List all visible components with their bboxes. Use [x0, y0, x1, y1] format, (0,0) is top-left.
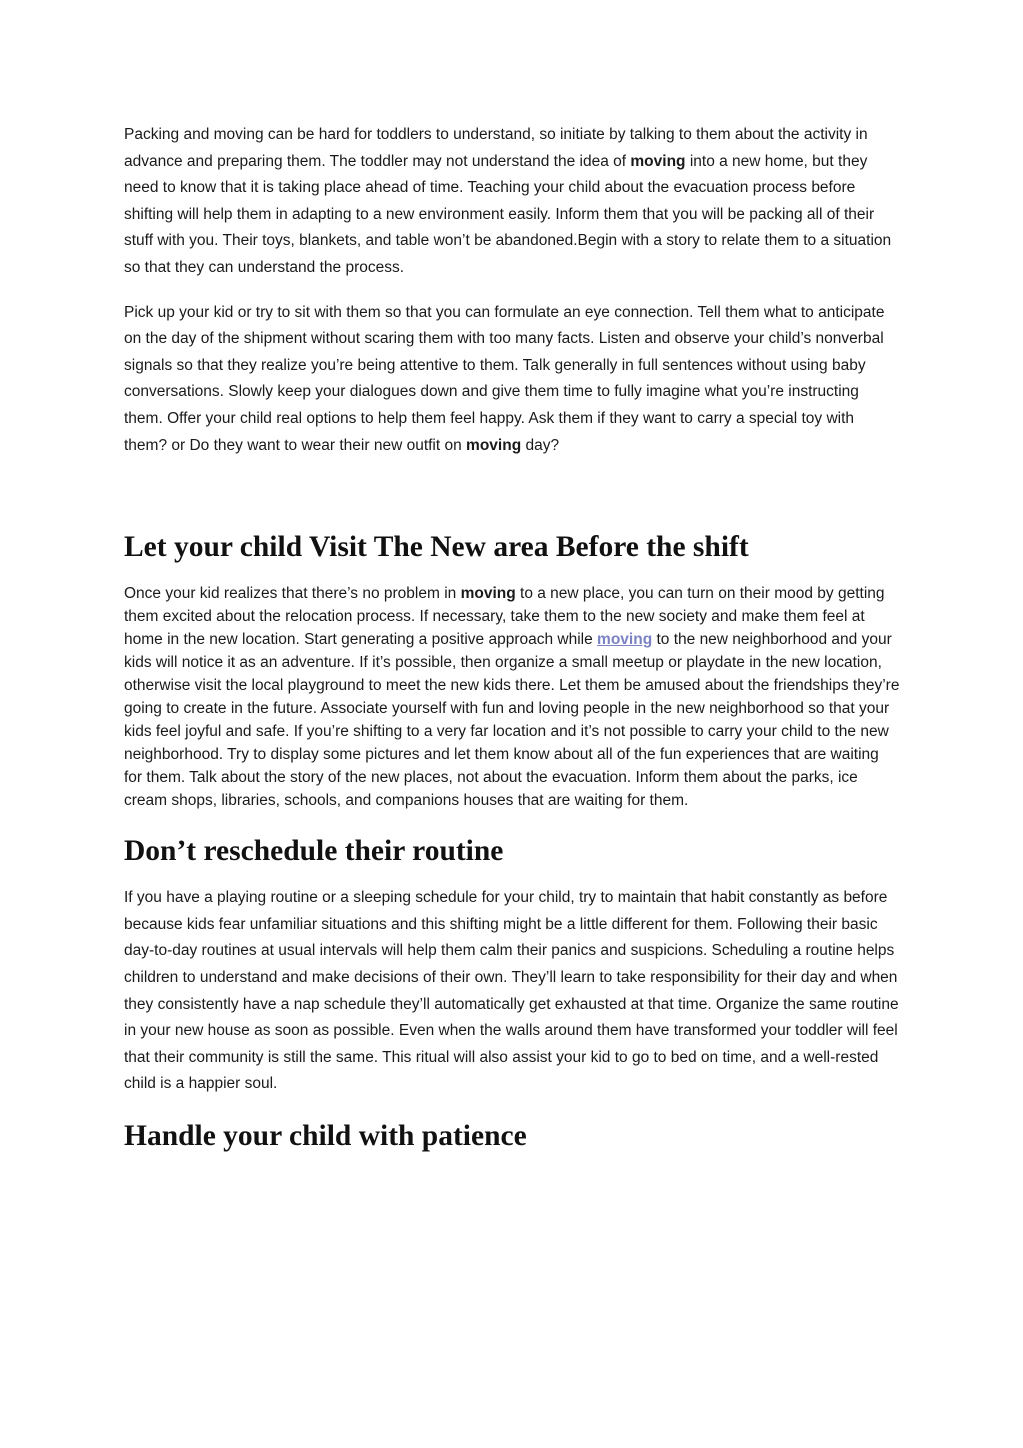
section-heading-visit-new-area: Let your child Visit The New area Before the shift: [124, 531, 749, 564]
section-heading-routine: Don’t reschedule their routine: [124, 835, 504, 868]
paragraph-routine: If you have a playing routine or a sleeping schedule for your child, try to maintain that habit constantly as before because kids fear unfamiliar situations and this shifting might be a little different for them. Following their basic day-to-day routines at usual intervals will help them calm their panics and suspicions. Scheduling a routine helps children to understand and make decisions of their own. They’ll learn to take responsibility for their day and when they consistently have a nap schedule they’ll automatically get exhausted at that time. Organize the same routine in your new house as soon as possible. Even when the walls around them have transformed your toddler will feel that their community is still the same. This ritual will also assist your kid to go to bed on time, and a well-rested child is a happier soul.: [124, 889, 899, 1093]
paragraph-visit-new-area: Once your kid realizes that there’s no problem in moving to a new place, you can turn on their mood by getting them excited about the relocation process. If necessary, take them to the new society and make them feel at home in the new location. Start generating a positive approach while moving to the new neighborhood and your kids will notice it as an adventure. If it’s possible, then organize a small meetup or playdate in the new location, otherwise visit the local playground to meet the new kids there. Let them be amused about the friendships they’re going to create in the future. Associate yourself with fun and loving people in the new neighborhood so that your kids feel joyful and safe. If you’re shifting to a very far location and it’s not possible to carry your child to the new neighborhood. Try to display some pictures and let them know about all of the fun experiences that are waiting for them. Talk about the story of the new places, not about the evacuation. Inform them about the parks, ice cream shops, libraries, schools, and companions houses that are waiting for them.: [124, 585, 900, 810]
paragraph-eye-contact: Pick up your kid or try to sit with them so that you can formulate an eye connection. Tell them what to anticipate on the day of the shipment without scaring them with too many facts. Listen and observe your child’s nonverbal signals so that they realize you’re being attentive to them. Talk generally in full sentences without using baby conversations. Slowly keep your dialogues down and give them time to fully imagine what you’re instructing them. Offer your child real options to help them feel happy. Ask them if they want to carry a special toy with them? or Do they want to wear their new outfit on moving day?: [124, 303, 885, 454]
moving-link[interactable]: moving: [597, 631, 653, 649]
section-heading-patience: Handle your child with patience: [124, 1119, 527, 1152]
keyword-moving: moving: [630, 152, 686, 170]
paragraph-intro: Packing and moving can be hard for toddlers to understand, so initiate by talking to them about the activity in advance and preparing them. The toddler may not understand the idea of moving into a new home, but they need to know that it is taking place ahead of time. Teaching your child about the evacuation process before shifting will help them in adapting to a new environment easily. Inform them that you will be packing all of their stuff with you. Their toys, blankets, and table won’t be abandoned.Begin with a story to relate them to a situation so that they can understand the process.: [124, 126, 892, 276]
document-page: [124, 122, 900, 1154]
keyword-moving: moving: [460, 585, 516, 603]
keyword-moving: moving: [466, 436, 522, 454]
